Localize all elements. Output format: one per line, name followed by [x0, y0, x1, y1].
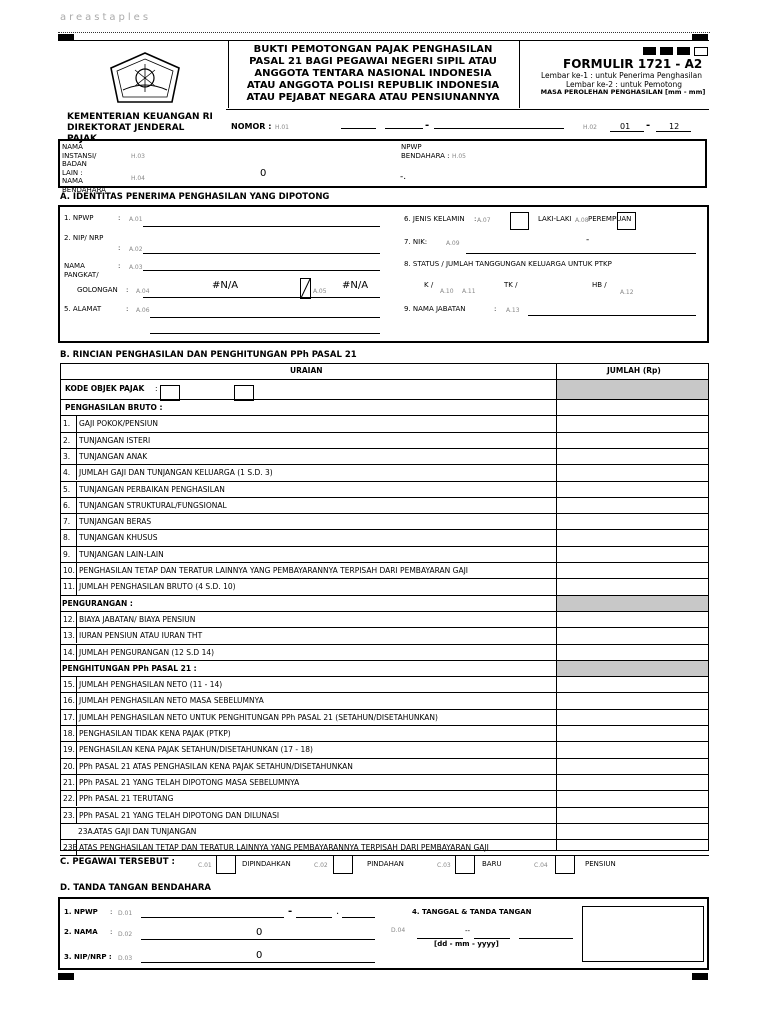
row-number: 2.: [63, 435, 71, 445]
row-label-4: JUMLAH GAJI DAN TUNJANGAN KELUARGA (1 S.D. 3): [79, 468, 273, 478]
row-number: 1.: [63, 419, 71, 429]
penghitungan-header: PENGHITUNGAN PPh PASAL 21 :: [62, 663, 197, 673]
top-dotted-line: [58, 32, 710, 33]
table-row-divider: [60, 399, 709, 400]
row-amount-19[interactable]: [557, 742, 708, 757]
a-nip-colon: :: [118, 244, 121, 252]
signature-box[interactable]: [582, 906, 704, 962]
row-amount-20[interactable]: [557, 759, 708, 774]
row-number-divider: [76, 529, 77, 545]
a-npwp-colon: :: [118, 214, 121, 222]
d02-code: D.02: [118, 931, 133, 938]
corner-mark-bl: [58, 973, 74, 980]
row-label-22: PPh PASAL 21 TERUTANG: [79, 794, 174, 804]
instansi-label: NAMA INSTANSI/ BADAN LAIN : NAMA BENDAHARA: [62, 143, 106, 194]
d-nip-label: 3. NIP/NRP :: [64, 953, 112, 961]
c-option-checkbox-4[interactable]: [555, 855, 575, 874]
row-number: 15.: [63, 680, 75, 690]
c-option-code: C.04: [534, 862, 548, 869]
a-jabatan-colon: :: [494, 305, 497, 313]
row-number: 22.: [63, 794, 75, 804]
row-label-9: TUNJANGAN LAIN-LAIN: [79, 549, 164, 559]
row-number: 23B: [63, 843, 78, 853]
row-number-divider: [76, 578, 77, 594]
nomor-label: NOMOR :: [231, 122, 272, 131]
row-amount-12[interactable]: [557, 612, 708, 627]
a-nip-field[interactable]: [143, 253, 380, 254]
h04-code: H.04: [131, 175, 145, 182]
a-kelamin-label: 6. JENIS KELAMIN: [404, 215, 465, 223]
h03-code: H.03: [131, 153, 145, 160]
row-number: 7.: [63, 517, 71, 527]
row-label-8: TUNJANGAN KHUSUS: [79, 533, 158, 543]
d-date-dash: --: [465, 927, 471, 935]
form-block-2: [660, 47, 673, 55]
row-label-13: IURAN PENSIUN ATAU IURAN THT: [79, 631, 203, 641]
row-amount-7[interactable]: [557, 514, 708, 529]
form-title: [228, 44, 518, 104]
table-shaded-cell: [557, 661, 708, 676]
a-nik-value[interactable]: -: [586, 235, 590, 245]
row-number-divider: [76, 611, 77, 627]
c-option-checkbox-1[interactable]: [216, 855, 236, 874]
laki-checkbox[interactable]: [510, 212, 529, 230]
row-label-18: PENGHASILAN TIDAK KENA PAJAK (PTKP): [79, 729, 231, 738]
masa-from-line: [610, 131, 644, 132]
row-number: 20.: [63, 761, 75, 771]
masa-dash: -: [646, 120, 651, 131]
a-nik-label: 7. NIK:: [404, 238, 428, 246]
a-golongan-colon: :: [126, 286, 129, 294]
row-amount-21[interactable]: [557, 775, 708, 790]
row-number: 23A.: [78, 826, 95, 836]
form-name: FORMULIR 1721 - A2: [563, 57, 703, 71]
title-line-5: ATAU PEJABAT NEGARA ATAU PENSIUNANNYA: [246, 92, 500, 103]
form-block-3: [677, 47, 690, 55]
row-label-23B: ATAS PENGHASILAN TETAP DAN TERATUR LAINNYA YANG PEMBAYARANNYA TERPISAH DARI PEMBAYARAN GAJI: [79, 843, 489, 853]
title-line-1: BUKTI PEMOTONGAN PAJAK PENGHASILAN: [253, 44, 493, 55]
row-amount-18[interactable]: [557, 726, 708, 741]
c-option-code: C.02: [314, 862, 328, 869]
d-npwp-colon: :: [110, 908, 113, 916]
row-amount-4[interactable]: [557, 465, 708, 480]
row-number: 11.: [63, 582, 75, 592]
a-status-label: 8. STATUS / JUMLAH TANGGUNGAN KELUARGA UNTUK PTKP: [404, 260, 612, 268]
c-option-label: PENSIUN: [585, 860, 616, 868]
d-npwp-label: 1. NPWP: [64, 908, 98, 916]
row-amount-6[interactable]: [557, 498, 708, 513]
row-label-23A: ATAS GAJI DAN TUNJANGAN: [94, 826, 197, 836]
row-amount-9[interactable]: [557, 547, 708, 562]
a07-code: A.07: [477, 217, 491, 224]
form-block-1: [643, 47, 656, 55]
row-amount-22[interactable]: [557, 791, 708, 806]
row-label-15: JUMLAH PENGHASILAN NETO (11 - 14): [79, 680, 223, 690]
row-number-divider: [76, 692, 77, 708]
row-number: 16.: [63, 696, 75, 706]
row-number: 8.: [63, 533, 71, 543]
row-number-divider: [76, 513, 77, 529]
d03-code: D.03: [118, 955, 133, 962]
masa-to-line: [656, 131, 691, 132]
watermark-text: areastaples: [60, 12, 152, 23]
row-label-6: TUNJANGAN STRUKTURAL/FUNGSIONAL: [79, 500, 227, 510]
row-number-divider: [76, 481, 77, 497]
row-number: 19.: [63, 745, 75, 755]
nomor-dash: -: [425, 120, 430, 131]
d-npwp-field-2[interactable]: [296, 917, 332, 918]
row-label-17: JUMLAH PENGHASILAN NETO UNTUK PENGHITUNGAN PPh PASAL 21 (SETAHUN/DISETAHUNKAN): [79, 712, 438, 722]
row-label-20: PPh PASAL 21 ATAS PENGHASILAN KENA PAJAK SETAHUN/DISETAHUNKAN: [79, 761, 353, 771]
row-label-19: PENGHASILAN KENA PAJAK SETAHUN/DISETAHUNKAN (17 - 18): [79, 745, 313, 755]
a03-code: A.03: [129, 264, 143, 271]
bruto-header: PENGHASILAN BRUTO :: [65, 403, 163, 412]
a-nama-field[interactable]: [143, 270, 380, 271]
a05-box[interactable]: [300, 278, 311, 299]
row-label-11: JUMLAH PENGHASILAN BRUTO (4 S.D. 10): [79, 582, 236, 592]
row-number-divider: [76, 644, 77, 660]
nomor-field-1[interactable]: [341, 128, 376, 129]
row-amount-23[interactable]: [557, 808, 708, 823]
form-block-4: [694, 47, 708, 56]
row-number: 18.: [63, 729, 75, 738]
a06-code: A.06: [136, 307, 150, 314]
row-number-divider: [76, 839, 77, 855]
d-npwp-field-1[interactable]: [141, 917, 284, 918]
row-amount-2[interactable]: [557, 433, 708, 448]
a-kelamin-colon: :: [474, 215, 477, 223]
c-option-label: DIPINDAHKAN: [242, 860, 291, 868]
kode-objek-colon: :: [155, 384, 158, 393]
row-number-divider: [76, 415, 77, 431]
row-number-divider: [76, 774, 77, 790]
row-amount-15[interactable]: [557, 677, 708, 692]
corner-mark-br: [692, 973, 708, 980]
h02-code: H.02: [583, 124, 597, 131]
a08-code: A.08: [575, 217, 589, 224]
section-b-title: B. RINCIAN PENGHASILAN DAN PENGHITUNGAN PPh PASAL 21: [60, 350, 357, 360]
lembar-1: Lembar ke-1 : untuk Penerima Penghasilan: [541, 71, 703, 80]
row-number: 14.: [63, 647, 75, 657]
d-npwp-dash: -: [288, 906, 293, 917]
row-label-7: TUNJANGAN BERAS: [79, 517, 152, 527]
d01-code: D.01: [118, 910, 133, 917]
row-label-12: BIAYA JABATAN/ BIAYA PENSIUN: [79, 614, 196, 624]
row-number-divider: [76, 497, 77, 513]
d04-code: D.04: [391, 927, 406, 934]
c-option-checkbox-2[interactable]: [333, 855, 353, 874]
section-a-title: A. IDENTITAS PENERIMA PENGHASILAN YANG DIPOTONG: [60, 192, 330, 202]
a-golongan-label: GOLONGAN: [77, 286, 118, 294]
d-tanggal-label: 4. TANGGAL & TANDA TANGAN: [412, 908, 532, 916]
a-nama-colon: :: [118, 262, 121, 270]
a-alamat-label: 5. ALAMAT: [64, 305, 102, 313]
a12-code: A.12: [620, 289, 634, 296]
row-label-3: TUNJANGAN ANAK: [79, 451, 148, 461]
row-number: 3.: [63, 451, 71, 461]
d-date-format: [dd - mm - yyyy]: [434, 940, 499, 948]
a05-code: A.05: [313, 288, 327, 295]
perempuan-label: PEREMPUAN: [588, 215, 632, 223]
row-label-5: TUNJANGAN PERBAIKAN PENGHASILAN: [79, 484, 225, 494]
a13-code: A.13: [506, 307, 520, 314]
a-jabatan-label: 9. NAMA JABATAN: [404, 305, 466, 313]
title-line-3: ANGGOTA TENTARA NASIONAL INDONESIA: [254, 68, 492, 79]
d-nip-field[interactable]: [141, 962, 375, 963]
row-amount-8[interactable]: [557, 530, 708, 545]
d-nama-value[interactable]: 0: [256, 927, 263, 938]
col-jumlah-header: JUMLAH (Rp): [607, 366, 661, 375]
a-golongan-value[interactable]: #N/A: [212, 280, 239, 291]
row-number-divider: [76, 790, 77, 806]
row-amount-23B[interactable]: [557, 840, 708, 855]
row-label-10: PENGHASILAN TETAP DAN TERATUR LAINNYA YANG PEMBAYARANNYA TERPISAH DARI PEMBAYARAN GAJI: [79, 566, 469, 575]
a-npwp-label: 1. NPWP: [64, 214, 94, 222]
row-amount-10[interactable]: [557, 563, 708, 578]
a-nama-label: NAMA PANGKAT/: [64, 262, 99, 279]
row-number: 4.: [63, 468, 71, 478]
row-number-divider: [76, 562, 77, 578]
row-number-divider: [76, 709, 77, 725]
row-amount-14[interactable]: [557, 645, 708, 660]
a04-code: A.04: [136, 288, 150, 295]
row-number: 6.: [63, 500, 71, 510]
row-label-2: TUNJANGAN ISTERI: [79, 435, 151, 445]
row-label-23: PPh PASAL 21 YANG TELAH DIPOTONG DAN DILUNASI: [79, 810, 280, 820]
a-alamat-field-1[interactable]: [150, 317, 380, 318]
nomor-field-2[interactable]: [385, 128, 423, 129]
d-date-day[interactable]: [417, 938, 463, 939]
d-nip-value[interactable]: 0: [256, 950, 263, 961]
d-nama-field[interactable]: [141, 939, 375, 940]
table-shaded-cell: [557, 380, 708, 399]
nomor-dot: .: [354, 122, 357, 131]
row-number-divider: [76, 627, 77, 643]
a-tk-label: TK /: [504, 281, 518, 289]
c-option-code: C.03: [437, 862, 451, 869]
row-number: 17.: [63, 712, 75, 722]
a-k-label: K /: [424, 281, 434, 289]
row-amount-5[interactable]: [557, 482, 708, 497]
c-option-checkbox-3[interactable]: [455, 855, 475, 874]
row-label-16: JUMLAH PENGHASILAN NETO MASA SEBELUMNYA: [79, 696, 264, 706]
row-number: 9.: [63, 549, 71, 559]
perempuan-checkbox[interactable]: [617, 212, 636, 230]
a11-code: A.11: [462, 288, 476, 295]
row-number: 12.: [63, 614, 75, 624]
row-amount-13[interactable]: [557, 628, 708, 643]
d-nama-label: 2. NAMA: [64, 928, 98, 936]
a02-code: A.02: [129, 246, 143, 253]
npwp-bendahara-value[interactable]: -.: [400, 172, 407, 182]
row-number: 5.: [63, 484, 71, 494]
a-golongan-field: [143, 297, 380, 298]
a01-code: A.01: [129, 216, 143, 223]
row-number: 23.: [63, 810, 75, 820]
h05-code: H.05: [452, 153, 466, 160]
a10-code: A.10: [440, 288, 454, 295]
row-number-divider: [76, 448, 77, 464]
pengurangan-header: PENGURANGAN :: [62, 598, 133, 608]
row-number-divider: [76, 758, 77, 774]
section-d-title: D. TANDA TANGAN BENDAHARA: [60, 883, 211, 893]
kode-objek-label: KODE OBJEK PAJAK: [65, 384, 145, 393]
title-line-2: PASAL 21 BAGI PEGAWAI NEGERI SIPIL ATAU: [249, 56, 497, 67]
col-uraian-header: URAIAN: [290, 366, 323, 375]
row-amount-23A[interactable]: [557, 824, 708, 839]
row-number: 10.: [63, 566, 75, 575]
instansi-value[interactable]: 0: [260, 168, 267, 179]
title-line-4: ATAU ANGGOTA POLISI REPUBLIK INDONESIA: [246, 80, 500, 91]
a-nik-field[interactable]: [466, 253, 696, 254]
a-alamat-field-2[interactable]: [150, 333, 380, 334]
masa-to[interactable]: 12: [669, 122, 680, 131]
ministry-logo-icon: [105, 50, 185, 106]
row-number: 21.: [63, 777, 75, 787]
masa-perolehan: MASA PEROLEHAN PENGHASILAN [mm - mm]: [540, 88, 706, 96]
row-amount-11[interactable]: [557, 579, 708, 594]
row-label-14: JUMLAH PENGURANGAN (12 S.D 14): [79, 647, 215, 657]
row-label-21: PPh PASAL 21 YANG TELAH DIPOTONG MASA SEBELUMNYA: [79, 777, 300, 787]
a05-slash-icon: [301, 279, 310, 298]
table-shaded-cell: [557, 596, 708, 611]
row-number: 13.: [63, 631, 75, 641]
row-number-divider: [76, 432, 77, 448]
masa-from[interactable]: 01: [620, 122, 631, 131]
row-amount-1[interactable]: [557, 416, 708, 431]
row-number-divider: [76, 807, 77, 823]
c-option-code: C.01: [198, 862, 212, 869]
a05-value[interactable]: #N/A: [342, 280, 369, 291]
ministry-name: KEMENTERIAN KEUANGAN RI DIREKTORAT JENDERAL PAJAK: [67, 112, 213, 144]
row-number-divider: [76, 546, 77, 562]
instansi-box: [58, 139, 707, 194]
npwp-bendahara-label: NPWP BENDAHARA :: [401, 143, 450, 160]
laki-label: LAKI-LAKI: [538, 215, 572, 223]
d-date-year[interactable]: [519, 938, 573, 939]
d-npwp-dot: .: [336, 906, 340, 917]
a-jabatan-field[interactable]: [528, 315, 696, 316]
row-amount-17[interactable]: [557, 710, 708, 725]
section-c-title: C. PEGAWAI TERSEBUT :: [60, 857, 175, 867]
a09-code: A.09: [446, 240, 460, 247]
d-date-month[interactable]: [474, 938, 510, 939]
d-nama-colon: :: [110, 928, 113, 936]
row-number-divider: [76, 676, 77, 692]
row-number-divider: [76, 464, 77, 480]
row-label-1: GAJI POKOK/PENSIUN: [79, 419, 158, 429]
a-alamat-colon: :: [126, 305, 129, 313]
row-number-divider: [76, 741, 77, 757]
nomor-row-line: [226, 109, 709, 110]
row-number-divider: [76, 725, 77, 741]
nomor-code: H.01: [275, 124, 289, 131]
nomor-field-3[interactable]: [434, 128, 564, 129]
row-amount-3[interactable]: [557, 449, 708, 464]
row-amount-16[interactable]: [557, 693, 708, 708]
lembar-2: Lembar ke-2 : untuk Pemotong: [566, 80, 682, 89]
c-option-label: BARU: [482, 860, 502, 868]
d-npwp-field-3[interactable]: [342, 917, 375, 918]
c-option-label: PINDAHAN: [367, 860, 404, 868]
a-npwp-field[interactable]: [143, 226, 380, 227]
a-hb-label: HB /: [592, 281, 607, 289]
a-nip-label: 2. NIP/ NRP: [64, 234, 104, 242]
